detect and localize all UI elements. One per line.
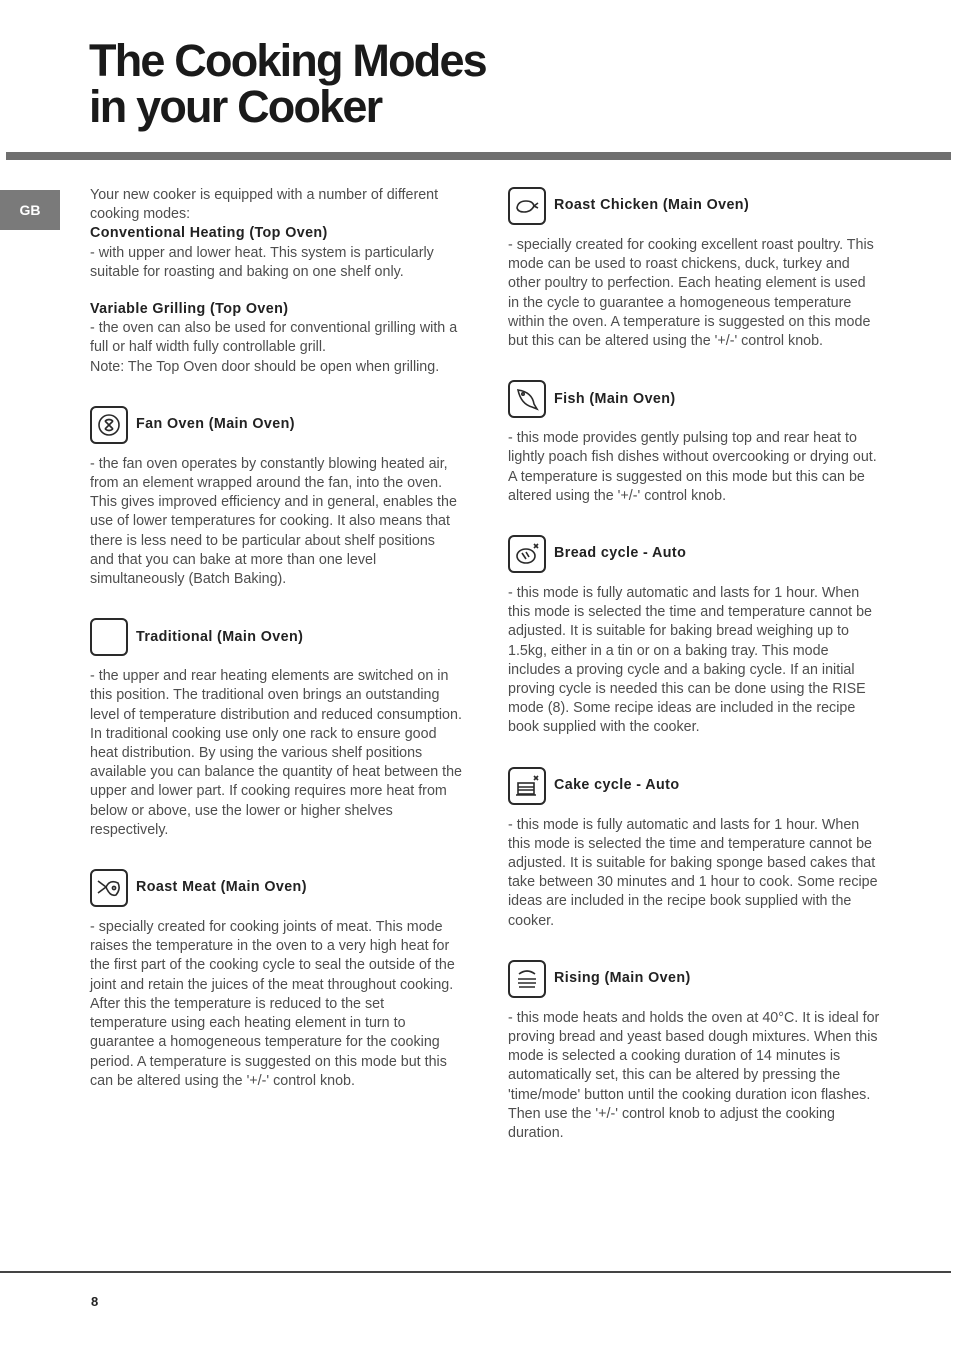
section-body: - specially created for cooking excellent roast poultry. This mode can be used to roast chickens, duck, turkey and other poultry to perfection. Each heating element is used in the cycle to guarantee a homogeneous temperature within the oven. A temperature is suggested on this mode but this can be altered using the '+/-' control knob. (508, 237, 874, 350)
section-title: Roast Chicken (Main Oven) (554, 197, 750, 214)
section-body: - this mode is fully automatic and lasts for 1 hour. When this mode is selected the time and temperature cannot be adjusted. It is suitable for baking bread weighing up to 1.5kg, either in a tin or on a baking tray. This mode includes a proving cycle and a baking cycle. If an initial proving cycle is needed this can be done using the RISE mode (8). Some recipe ideas are included in the recipe book supplied with the cooker. (508, 585, 872, 736)
section-note: Note: The Top Oven door should be open when grilling. (90, 358, 440, 375)
title-divider (6, 152, 951, 160)
section-cake (508, 766, 880, 931)
fish-icon (508, 380, 546, 418)
section-fish (508, 379, 880, 506)
section-title: Roast Meat (Main Oven) (136, 879, 307, 896)
section-grilling (90, 300, 462, 377)
section-body: - this mode is fully automatic and lasts for 1 hour. When this mode is selected the time and temperature cannot be adjusted. It is suitable for baking sponge based cakes that take between 30 minutes and 1 hour to cook. Some recipe ideas are included in the recipe book supplied with the cooker. (508, 816, 878, 929)
section-title: Conventional Heating (Top Oven) (90, 225, 328, 242)
page-title (89, 35, 486, 132)
section-rising (508, 959, 880, 1143)
language-tab: GB (0, 190, 60, 230)
section-body: - the oven can also be used for conventional grilling with a full or half width fully controllable grill. (90, 320, 458, 356)
section-title: Fan Oven (Main Oven) (136, 416, 295, 433)
section-roast-chicken (508, 186, 880, 351)
rising-icon (508, 960, 546, 998)
right-column (508, 186, 880, 1143)
section-body: - with upper and lower heat. This system is particularly suitable for roasting and baking on one shelf only. (90, 244, 434, 280)
section-title: Traditional (Main Oven) (136, 628, 304, 645)
section-title: Variable Grilling (Top Oven) (90, 301, 289, 318)
section-body: - specially created for cooking joints of meat. This mode raises the temperature in the oven to a very high heat for the first part of the cooking cycle to seal the outside of the joint and retain the juices of the meat throughout cooking. After this the temperature is reduced to the set temperature using each heating element in turn to guarantee a homogeneous temperature for the cooking period. A temperature is suggested on this mode but this can be altered using the '+/-' control knob. (90, 919, 455, 1089)
section-title: Fish (Main Oven) (554, 390, 676, 407)
footer-divider (0, 1271, 951, 1273)
section-conventional (90, 224, 462, 282)
section-bread (508, 534, 880, 738)
chicken-icon (508, 187, 546, 225)
meat-icon (90, 869, 128, 907)
section-traditional (90, 617, 462, 840)
page-number: 8 (91, 1294, 99, 1309)
cake-icon (508, 767, 546, 805)
section-title: Cake cycle - Auto (554, 777, 680, 794)
fan-icon (90, 406, 128, 444)
section-body: - the fan oven operates by constantly blowing heated air, from an element wrapped around the fan, into the oven. This gives improved efficiency and in general, enables the use of lower temperatures for cooking. It also means that there is less need to be particular about shelf positions and that you can bake at more than one level simultaneously (Batch Baking). (90, 455, 457, 588)
section-title: Rising (Main Oven) (554, 970, 691, 987)
section-roast-meat (90, 868, 462, 1091)
section-body: - this mode provides gently pulsing top and rear heat to lightly poach fish dishes without overcooking or drying out. A temperature is suggested on this mode but this can be altered using the '+/-' control knob. (508, 430, 877, 504)
traditional-icon (90, 618, 128, 656)
left-column (90, 186, 462, 1091)
section-title: Bread cycle - Auto (554, 545, 687, 562)
page-title-line-2: in your Cooker (89, 81, 382, 132)
section-body: - the upper and rear heating elements are switched on in this position. The traditional oven brings an outstanding level of temperature distribution and reduced consumption. In traditional cooking use only one rack to ensure good heat distribution. By using the various shelf positions available you can balance the quantity of heat between the upper and lower part. If cooking requires more heat from below or above, use the lower or higher shelves respectively. (90, 668, 462, 838)
bread-icon (508, 535, 546, 573)
section-body: - this mode heats and holds the oven at 40°C. It is ideal for proving bread and yeast based dough mixtures. When this mode is selected a cooking duration of 14 minutes is automatically set, this can be altered by pressing the 'time/mode' button until the cooking duration icon flashes. Then use the '+/-' control knob to adjust the cooking duration. (508, 1009, 880, 1142)
page-title-line-1: The Cooking Modes (89, 35, 486, 86)
intro-text: Your new cooker is equipped with a number of different cooking modes: (90, 187, 439, 223)
section-fan (90, 405, 462, 589)
